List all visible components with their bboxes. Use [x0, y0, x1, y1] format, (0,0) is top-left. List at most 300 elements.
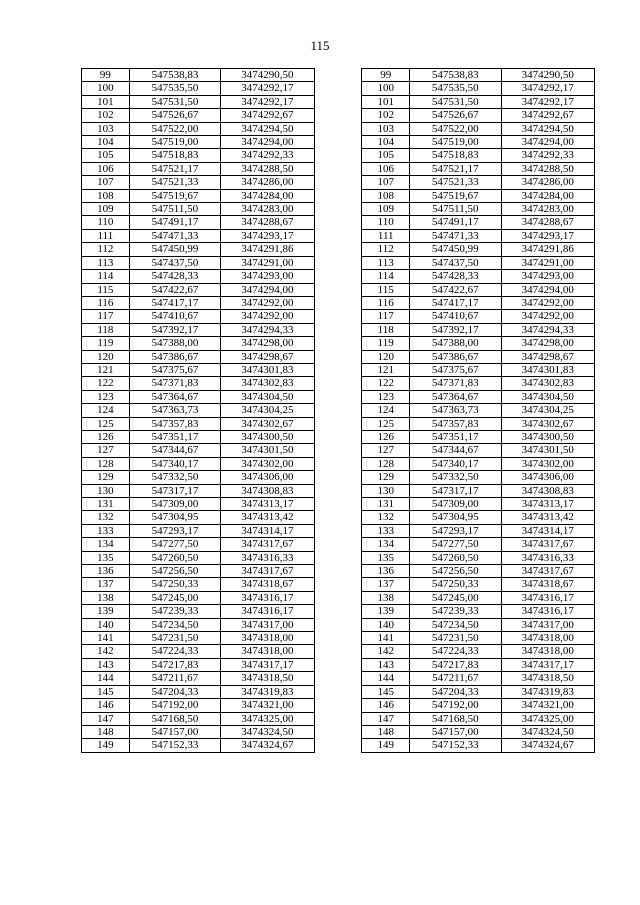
right-x-coordinate-cell: 547519,67 [410, 189, 501, 202]
left-y-coordinate-cell: 3474313,17 [221, 498, 314, 511]
right-point-number-cell: 106 [362, 162, 410, 175]
left-x-coordinate-cell: 547428,33 [129, 270, 220, 283]
left-point-number-cell: 106 [82, 162, 130, 175]
right-x-coordinate-cell: 547217,83 [410, 658, 501, 671]
left-y-coordinate-cell: 3474302,83 [221, 377, 314, 390]
column-gap [314, 122, 362, 135]
left-y-coordinate-cell: 3474316,17 [221, 591, 314, 604]
left-point-number-cell: 119 [82, 337, 130, 350]
table-row [82, 136, 595, 149]
left-point-number-cell: 111 [82, 229, 130, 242]
table-row [82, 658, 595, 671]
left-y-coordinate-cell: 3474284,00 [221, 189, 314, 202]
left-x-coordinate-cell: 547293,17 [129, 524, 220, 537]
left-x-coordinate-cell: 547363,73 [129, 404, 220, 417]
right-y-coordinate-cell: 3474321,00 [501, 699, 595, 712]
left-y-coordinate-cell: 3474288,50 [221, 162, 314, 175]
table-row [82, 283, 595, 296]
left-x-coordinate-cell: 547260,50 [129, 551, 220, 564]
right-point-number-cell: 130 [362, 484, 410, 497]
left-x-coordinate-cell: 547388,00 [129, 337, 220, 350]
right-point-number-cell: 108 [362, 189, 410, 202]
right-point-number-cell: 112 [362, 243, 410, 256]
column-gap [314, 524, 362, 537]
column-gap [314, 350, 362, 363]
column-gap [314, 699, 362, 712]
left-point-number-cell: 148 [82, 725, 130, 738]
right-y-coordinate-cell: 3474290,50 [501, 69, 595, 82]
table-row [82, 605, 595, 618]
left-y-coordinate-cell: 3474302,67 [221, 417, 314, 430]
left-x-coordinate-cell: 547371,83 [129, 377, 220, 390]
left-x-coordinate-cell: 547491,17 [129, 216, 220, 229]
column-gap [314, 82, 362, 95]
right-y-coordinate-cell: 3474317,67 [501, 538, 595, 551]
left-x-coordinate-cell: 547518,83 [129, 149, 220, 162]
left-y-coordinate-cell: 3474302,00 [221, 457, 314, 470]
right-x-coordinate-cell: 547422,67 [410, 283, 501, 296]
right-point-number-cell: 100 [362, 82, 410, 95]
right-point-number-cell: 99 [362, 69, 410, 82]
column-gap [314, 296, 362, 309]
left-y-coordinate-cell: 3474313,42 [221, 511, 314, 524]
left-x-coordinate-cell: 547375,67 [129, 363, 220, 376]
column-gap [314, 632, 362, 645]
right-point-number-cell: 104 [362, 136, 410, 149]
right-y-coordinate-cell: 3474325,00 [501, 712, 595, 725]
right-y-coordinate-cell: 3474318,67 [501, 578, 595, 591]
right-y-coordinate-cell: 3474294,50 [501, 122, 595, 135]
table-row [82, 377, 595, 390]
left-y-coordinate-cell: 3474293,00 [221, 270, 314, 283]
right-y-coordinate-cell: 3474319,83 [501, 685, 595, 698]
right-point-number-cell: 148 [362, 725, 410, 738]
right-point-number-cell: 103 [362, 122, 410, 135]
left-y-coordinate-cell: 3474292,00 [221, 310, 314, 323]
left-y-coordinate-cell: 3474317,00 [221, 618, 314, 631]
left-point-number-cell: 115 [82, 283, 130, 296]
left-x-coordinate-cell: 547422,67 [129, 283, 220, 296]
left-point-number-cell: 141 [82, 632, 130, 645]
right-x-coordinate-cell: 547364,67 [410, 390, 501, 403]
left-point-number-cell: 124 [82, 404, 130, 417]
left-x-coordinate-cell: 547521,17 [129, 162, 220, 175]
left-point-number-cell: 123 [82, 390, 130, 403]
column-gap [314, 591, 362, 604]
table-row [82, 95, 595, 108]
left-y-coordinate-cell: 3474298,67 [221, 350, 314, 363]
left-x-coordinate-cell: 547521,33 [129, 176, 220, 189]
left-x-coordinate-cell: 547224,33 [129, 645, 220, 658]
left-point-number-cell: 125 [82, 417, 130, 430]
right-x-coordinate-cell: 547245,00 [410, 591, 501, 604]
column-gap [314, 578, 362, 591]
table-row [82, 685, 595, 698]
left-x-coordinate-cell: 547204,33 [129, 685, 220, 698]
left-x-coordinate-cell: 547519,67 [129, 189, 220, 202]
column-gap [314, 725, 362, 738]
left-point-number-cell: 135 [82, 551, 130, 564]
left-y-coordinate-cell: 3474317,17 [221, 658, 314, 671]
right-x-coordinate-cell: 547417,17 [410, 296, 501, 309]
right-y-coordinate-cell: 3474318,00 [501, 632, 595, 645]
column-gap [314, 551, 362, 564]
right-x-coordinate-cell: 547386,67 [410, 350, 501, 363]
table-row [82, 591, 595, 604]
right-point-number-cell: 116 [362, 296, 410, 309]
right-x-coordinate-cell: 547521,17 [410, 162, 501, 175]
table-row [82, 149, 595, 162]
column-gap [314, 538, 362, 551]
left-y-coordinate-cell: 3474319,83 [221, 685, 314, 698]
left-y-coordinate-cell: 3474318,00 [221, 632, 314, 645]
left-y-coordinate-cell: 3474294,33 [221, 323, 314, 336]
left-point-number-cell: 121 [82, 363, 130, 376]
left-point-number-cell: 130 [82, 484, 130, 497]
left-y-coordinate-cell: 3474306,00 [221, 471, 314, 484]
right-y-coordinate-cell: 3474318,50 [501, 672, 595, 685]
right-point-number-cell: 147 [362, 712, 410, 725]
left-point-number-cell: 113 [82, 256, 130, 269]
right-x-coordinate-cell: 547531,50 [410, 95, 501, 108]
right-x-coordinate-cell: 547518,83 [410, 149, 501, 162]
column-gap [314, 256, 362, 269]
left-y-coordinate-cell: 3474292,33 [221, 149, 314, 162]
right-point-number-cell: 105 [362, 149, 410, 162]
left-x-coordinate-cell: 547538,83 [129, 69, 220, 82]
left-point-number-cell: 129 [82, 471, 130, 484]
table-row [82, 712, 595, 725]
column-gap [314, 511, 362, 524]
table-row [82, 404, 595, 417]
left-point-number-cell: 102 [82, 109, 130, 122]
right-x-coordinate-cell: 547471,33 [410, 229, 501, 242]
left-x-coordinate-cell: 547304,95 [129, 511, 220, 524]
left-point-number-cell: 118 [82, 323, 130, 336]
table-row [82, 350, 595, 363]
right-x-coordinate-cell: 547231,50 [410, 632, 501, 645]
left-point-number-cell: 131 [82, 498, 130, 511]
right-point-number-cell: 119 [362, 337, 410, 350]
right-x-coordinate-cell: 547224,33 [410, 645, 501, 658]
left-point-number-cell: 134 [82, 538, 130, 551]
left-x-coordinate-cell: 547526,67 [129, 109, 220, 122]
left-x-coordinate-cell: 547317,17 [129, 484, 220, 497]
column-gap [314, 645, 362, 658]
left-y-coordinate-cell: 3474317,67 [221, 538, 314, 551]
left-y-coordinate-cell: 3474293,17 [221, 229, 314, 242]
table-row [82, 229, 595, 242]
left-x-coordinate-cell: 547332,50 [129, 471, 220, 484]
left-y-coordinate-cell: 3474325,00 [221, 712, 314, 725]
right-point-number-cell: 113 [362, 256, 410, 269]
left-x-coordinate-cell: 547250,33 [129, 578, 220, 591]
table-row [82, 390, 595, 403]
table-row [82, 632, 595, 645]
right-y-coordinate-cell: 3474306,00 [501, 471, 595, 484]
left-point-number-cell: 117 [82, 310, 130, 323]
table-row [82, 296, 595, 309]
left-point-number-cell: 140 [82, 618, 130, 631]
left-point-number-cell: 99 [82, 69, 130, 82]
left-x-coordinate-cell: 547217,83 [129, 658, 220, 671]
table-row [82, 725, 595, 738]
left-point-number-cell: 142 [82, 645, 130, 658]
left-y-coordinate-cell: 3474300,50 [221, 430, 314, 443]
column-gap [314, 457, 362, 470]
left-x-coordinate-cell: 547231,50 [129, 632, 220, 645]
right-point-number-cell: 120 [362, 350, 410, 363]
table-row [82, 82, 595, 95]
table-row [82, 524, 595, 537]
table-row [82, 471, 595, 484]
column-gap [314, 310, 362, 323]
left-y-coordinate-cell: 3474291,00 [221, 256, 314, 269]
coordinates-table [81, 68, 595, 753]
right-x-coordinate-cell: 547152,33 [410, 739, 501, 752]
column-gap [314, 672, 362, 685]
right-point-number-cell: 102 [362, 109, 410, 122]
right-point-number-cell: 137 [362, 578, 410, 591]
left-x-coordinate-cell: 547256,50 [129, 565, 220, 578]
left-x-coordinate-cell: 547157,00 [129, 725, 220, 738]
right-y-coordinate-cell: 3474324,50 [501, 725, 595, 738]
right-y-coordinate-cell: 3474291,86 [501, 243, 595, 256]
table-row [82, 739, 595, 752]
column-gap [314, 444, 362, 457]
right-x-coordinate-cell: 547277,50 [410, 538, 501, 551]
right-x-coordinate-cell: 547309,00 [410, 498, 501, 511]
right-x-coordinate-cell: 547392,17 [410, 323, 501, 336]
table-row [82, 511, 595, 524]
table-row [82, 176, 595, 189]
column-gap [314, 712, 362, 725]
right-point-number-cell: 136 [362, 565, 410, 578]
column-gap [314, 417, 362, 430]
left-x-coordinate-cell: 547410,67 [129, 310, 220, 323]
right-y-coordinate-cell: 3474288,50 [501, 162, 595, 175]
right-point-number-cell: 134 [362, 538, 410, 551]
column-gap [314, 176, 362, 189]
column-gap [314, 69, 362, 82]
left-point-number-cell: 144 [82, 672, 130, 685]
left-x-coordinate-cell: 547239,33 [129, 605, 220, 618]
right-y-coordinate-cell: 3474292,00 [501, 310, 595, 323]
table-row [82, 444, 595, 457]
column-gap [314, 618, 362, 631]
right-point-number-cell: 129 [362, 471, 410, 484]
right-y-coordinate-cell: 3474301,50 [501, 444, 595, 457]
right-x-coordinate-cell: 547344,67 [410, 444, 501, 457]
right-point-number-cell: 133 [362, 524, 410, 537]
table-row [82, 672, 595, 685]
right-x-coordinate-cell: 547491,17 [410, 216, 501, 229]
right-point-number-cell: 110 [362, 216, 410, 229]
right-x-coordinate-cell: 547250,33 [410, 578, 501, 591]
right-point-number-cell: 109 [362, 203, 410, 216]
left-y-coordinate-cell: 3474291,86 [221, 243, 314, 256]
column-gap [314, 658, 362, 671]
left-x-coordinate-cell: 547471,33 [129, 229, 220, 242]
right-point-number-cell: 142 [362, 645, 410, 658]
right-y-coordinate-cell: 3474314,17 [501, 524, 595, 537]
right-x-coordinate-cell: 547526,67 [410, 109, 501, 122]
right-x-coordinate-cell: 547450,99 [410, 243, 501, 256]
right-y-coordinate-cell: 3474304,25 [501, 404, 595, 417]
table-row [82, 337, 595, 350]
table-row [82, 417, 595, 430]
table-row [82, 256, 595, 269]
column-gap [314, 162, 362, 175]
column-gap [314, 484, 362, 497]
right-y-coordinate-cell: 3474317,00 [501, 618, 595, 631]
right-y-coordinate-cell: 3474293,00 [501, 270, 595, 283]
right-x-coordinate-cell: 547192,00 [410, 699, 501, 712]
left-y-coordinate-cell: 3474308,83 [221, 484, 314, 497]
left-y-coordinate-cell: 3474292,00 [221, 296, 314, 309]
right-x-coordinate-cell: 547211,67 [410, 672, 501, 685]
table-row [82, 551, 595, 564]
right-point-number-cell: 121 [362, 363, 410, 376]
right-point-number-cell: 125 [362, 417, 410, 430]
left-point-number-cell: 133 [82, 524, 130, 537]
right-y-coordinate-cell: 3474284,00 [501, 189, 595, 202]
page-number: 115 [310, 38, 330, 53]
right-point-number-cell: 128 [362, 457, 410, 470]
table-row [82, 699, 595, 712]
right-x-coordinate-cell: 547317,17 [410, 484, 501, 497]
left-y-coordinate-cell: 3474324,67 [221, 739, 314, 752]
right-point-number-cell: 149 [362, 739, 410, 752]
left-point-number-cell: 105 [82, 149, 130, 162]
column-gap [314, 323, 362, 336]
left-x-coordinate-cell: 547531,50 [129, 95, 220, 108]
right-x-coordinate-cell: 547332,50 [410, 471, 501, 484]
right-x-coordinate-cell: 547521,33 [410, 176, 501, 189]
right-x-coordinate-cell: 547351,17 [410, 430, 501, 443]
left-point-number-cell: 147 [82, 712, 130, 725]
right-y-coordinate-cell: 3474317,17 [501, 658, 595, 671]
left-point-number-cell: 120 [82, 350, 130, 363]
left-y-coordinate-cell: 3474301,83 [221, 363, 314, 376]
left-y-coordinate-cell: 3474316,17 [221, 605, 314, 618]
right-y-coordinate-cell: 3474286,00 [501, 176, 595, 189]
right-x-coordinate-cell: 547371,83 [410, 377, 501, 390]
table-row [82, 162, 595, 175]
column-gap [314, 149, 362, 162]
right-x-coordinate-cell: 547340,17 [410, 457, 501, 470]
table-row [82, 310, 595, 323]
left-x-coordinate-cell: 547364,67 [129, 390, 220, 403]
right-y-coordinate-cell: 3474294,33 [501, 323, 595, 336]
right-x-coordinate-cell: 547538,83 [410, 69, 501, 82]
column-gap [314, 363, 362, 376]
right-y-coordinate-cell: 3474316,17 [501, 605, 595, 618]
left-x-coordinate-cell: 547535,50 [129, 82, 220, 95]
right-y-coordinate-cell: 3474294,00 [501, 136, 595, 149]
left-point-number-cell: 109 [82, 203, 130, 216]
left-x-coordinate-cell: 547192,00 [129, 699, 220, 712]
right-point-number-cell: 143 [362, 658, 410, 671]
left-y-coordinate-cell: 3474292,17 [221, 95, 314, 108]
right-x-coordinate-cell: 547437,50 [410, 256, 501, 269]
right-point-number-cell: 131 [362, 498, 410, 511]
right-y-coordinate-cell: 3474313,17 [501, 498, 595, 511]
table-row [82, 645, 595, 658]
left-point-number-cell: 126 [82, 430, 130, 443]
column-gap [314, 404, 362, 417]
left-y-coordinate-cell: 3474304,25 [221, 404, 314, 417]
right-x-coordinate-cell: 547375,67 [410, 363, 501, 376]
right-y-coordinate-cell: 3474304,50 [501, 390, 595, 403]
left-point-number-cell: 143 [82, 658, 130, 671]
column-gap [314, 390, 362, 403]
left-point-number-cell: 107 [82, 176, 130, 189]
right-point-number-cell: 122 [362, 377, 410, 390]
left-point-number-cell: 101 [82, 95, 130, 108]
right-y-coordinate-cell: 3474288,67 [501, 216, 595, 229]
right-point-number-cell: 132 [362, 511, 410, 524]
right-x-coordinate-cell: 547511,50 [410, 203, 501, 216]
left-y-coordinate-cell: 3474288,67 [221, 216, 314, 229]
left-point-number-cell: 110 [82, 216, 130, 229]
right-y-coordinate-cell: 3474302,67 [501, 417, 595, 430]
table-row [82, 203, 595, 216]
left-y-coordinate-cell: 3474301,50 [221, 444, 314, 457]
column-gap [314, 270, 362, 283]
left-x-coordinate-cell: 547519,00 [129, 136, 220, 149]
column-gap [314, 216, 362, 229]
left-x-coordinate-cell: 547152,33 [129, 739, 220, 752]
left-y-coordinate-cell: 3474283,00 [221, 203, 314, 216]
left-point-number-cell: 100 [82, 82, 130, 95]
right-x-coordinate-cell: 547363,73 [410, 404, 501, 417]
left-point-number-cell: 139 [82, 605, 130, 618]
right-point-number-cell: 144 [362, 672, 410, 685]
right-y-coordinate-cell: 3474292,67 [501, 109, 595, 122]
left-point-number-cell: 116 [82, 296, 130, 309]
left-y-coordinate-cell: 3474304,50 [221, 390, 314, 403]
left-x-coordinate-cell: 547309,00 [129, 498, 220, 511]
table-row [82, 498, 595, 511]
table-row [82, 122, 595, 135]
right-point-number-cell: 117 [362, 310, 410, 323]
right-point-number-cell: 141 [362, 632, 410, 645]
right-y-coordinate-cell: 3474324,67 [501, 739, 595, 752]
left-x-coordinate-cell: 547234,50 [129, 618, 220, 631]
left-y-coordinate-cell: 3474286,00 [221, 176, 314, 189]
left-x-coordinate-cell: 547392,17 [129, 323, 220, 336]
table-row [82, 323, 595, 336]
table-row [82, 618, 595, 631]
left-y-coordinate-cell: 3474290,50 [221, 69, 314, 82]
left-point-number-cell: 132 [82, 511, 130, 524]
right-point-number-cell: 123 [362, 390, 410, 403]
table-row [82, 270, 595, 283]
left-x-coordinate-cell: 547211,67 [129, 672, 220, 685]
right-point-number-cell: 127 [362, 444, 410, 457]
left-point-number-cell: 122 [82, 377, 130, 390]
left-x-coordinate-cell: 547277,50 [129, 538, 220, 551]
left-x-coordinate-cell: 547351,17 [129, 430, 220, 443]
right-y-coordinate-cell: 3474292,17 [501, 95, 595, 108]
right-y-coordinate-cell: 3474302,83 [501, 377, 595, 390]
column-gap [314, 109, 362, 122]
table-row [82, 243, 595, 256]
column-gap [314, 498, 362, 511]
left-x-coordinate-cell: 547386,67 [129, 350, 220, 363]
right-y-coordinate-cell: 3474313,42 [501, 511, 595, 524]
